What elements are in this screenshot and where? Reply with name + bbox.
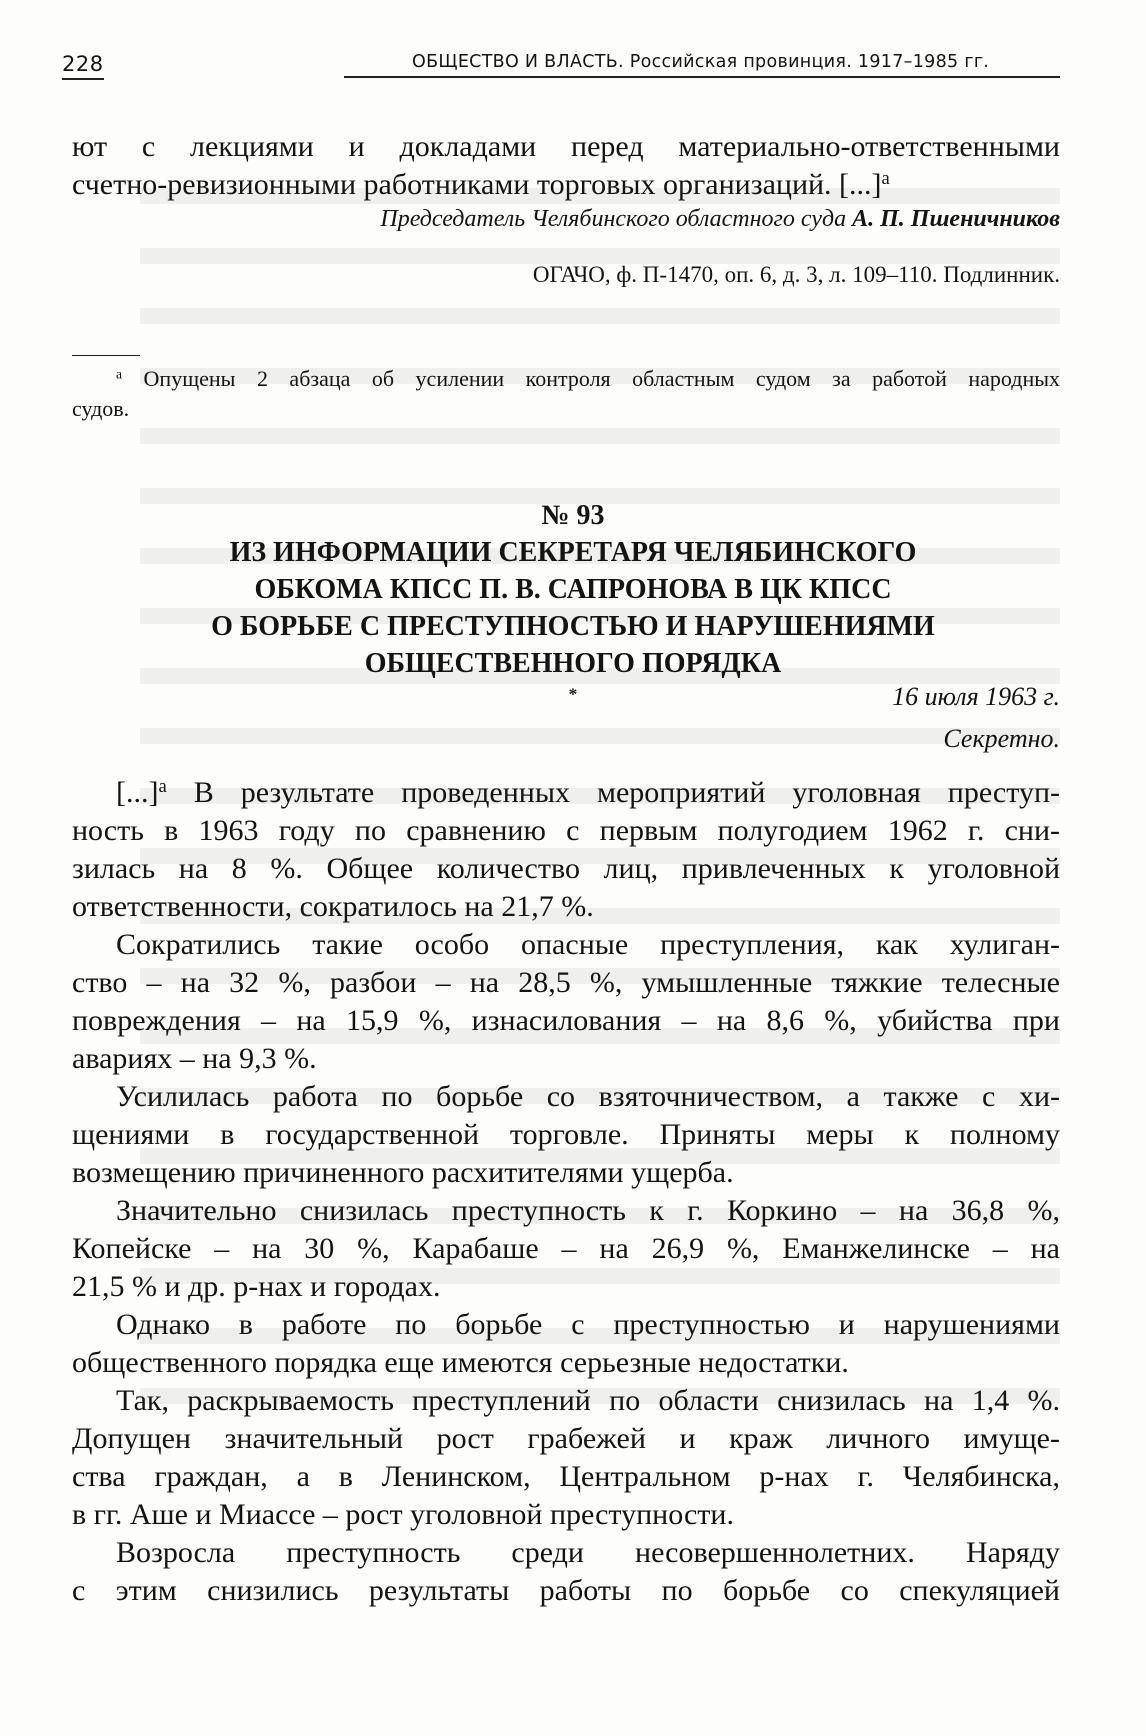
archive-reference: ОГАЧО, ф. П-1470, оп. 6, д. 3, л. 109–110. Подлинник. — [532, 262, 1060, 287]
text-line: Допущен значительный рост грабежей и краж личного имуще- — [72, 1422, 1060, 1455]
text-fragment: ОБЩЕСТВЕННОГО ПОРЯДКА — [364, 648, 782, 679]
text-fragment: В результате проведенных мероприятий уголовная преступ- — [166, 776, 1060, 809]
text-line — [72, 166, 1060, 204]
text-line — [72, 774, 1060, 812]
text-line: зилась на 8 %. Общее количество лиц, привлеченных к уголовной — [72, 852, 1060, 885]
running-title: ОБЩЕСТВО И ВЛАСТЬ. Российская провинция. 1917–1985 гг. — [344, 52, 1060, 78]
text-fragment: [...] — [116, 776, 159, 809]
footnote-line — [72, 364, 1060, 394]
text-line: щениями в государственной торговле. Приняты меры к полному — [72, 1118, 1060, 1151]
text-line: Значительно снизилась преступность к г. Коркино – на 36,8 %, — [116, 1194, 1060, 1227]
text-line: 21,5 % и др. р-нах и городах. — [72, 1270, 441, 1303]
text-line: Однако в работе по борьбе с преступностью и нарушениями — [116, 1308, 1060, 1341]
footnote — [72, 364, 1060, 424]
text-line: возмещению причиненного расхитителями ущерба. — [72, 1156, 734, 1189]
title-footnote-mark: * — [568, 684, 578, 704]
footnote-mark: a — [881, 167, 890, 189]
document-number: № 93 — [541, 500, 605, 531]
title-line: ИЗ ИНФОРМАЦИИ СЕКРЕТАРЯ ЧЕЛЯБИНСКОГО — [229, 537, 917, 568]
text-fragment: Опущены 2 абзаца об усилении контроля областным судом за работой народных — [143, 366, 1060, 391]
text-line: Усилилась работа по борьбе со взяточничеством, а также с хи- — [116, 1080, 1060, 1113]
text-line: с этим снизились результаты работы по борьбе со спекуляцией — [72, 1574, 1060, 1607]
body-text — [72, 774, 1060, 1610]
text-line: Возросла преступность среди несовершеннолетних. Наряду — [116, 1536, 1060, 1569]
text-line: повреждения – на 15,9 %, изнасилования – на 8,6 %, убийства при — [72, 1004, 1060, 1037]
title-line: О БОРЬБЕ С ПРЕСТУПНОСТЬЮ И НАРУШЕНИЯМИ — [211, 611, 935, 642]
signature — [380, 206, 1060, 233]
text-line: в гг. Аше и Миассе – рост уголовной преступности. — [72, 1498, 734, 1531]
classification-label: Секретно. — [943, 724, 1060, 753]
text-line: Копейске – на 30 %, Карабаше – на 26,9 %, Еманжелинске – на — [72, 1232, 1060, 1265]
document-date: 16 июля 1963 г. — [892, 682, 1060, 711]
footnote-rule — [72, 355, 140, 356]
page-number: 228 — [62, 52, 104, 80]
running-header — [62, 52, 1060, 86]
signature-name: А. П. Пшеничников — [852, 206, 1060, 232]
text-line: ют с лекциями и докладами перед материально-ответственными — [72, 130, 1060, 163]
text-line: ства граждан, а в Ленинском, Центральном р-нах г. Челябинска, — [72, 1460, 1060, 1493]
text-line: авариях – на 9,3 %. — [72, 1042, 317, 1075]
title-line: ОБКОМА КПСС П. В. САПРОНОВА В ЦК КПСС — [254, 574, 892, 605]
previous-document-text — [72, 128, 1060, 204]
signature-role: Председатель Челябинского областного суда — [380, 206, 847, 232]
text-line: ность в 1963 году по сравнению с первым полугодием 1962 г. сни- — [72, 814, 1060, 847]
footnote-line: судов. — [72, 396, 130, 421]
text-line: общественного порядка еще имеются серьезные недостатки. — [72, 1346, 849, 1379]
text-line: Сократились такие особо опасные преступления, как хулиган- — [116, 928, 1060, 961]
text-line: ответственности, сократилось на 21,7 %. — [72, 890, 594, 923]
text-line: ство – на 32 %, разбои – на 28,5 %, умышленные тяжкие телесные — [72, 966, 1060, 999]
text-line: Так, раскрываемость преступлений по области снизилась на 1,4 %. — [116, 1384, 1060, 1417]
footnote-mark: a — [158, 775, 167, 797]
footnote-mark: a — [116, 366, 123, 382]
text-fragment: счетно-ревизионными работниками торговых организаций. [...] — [72, 168, 882, 201]
